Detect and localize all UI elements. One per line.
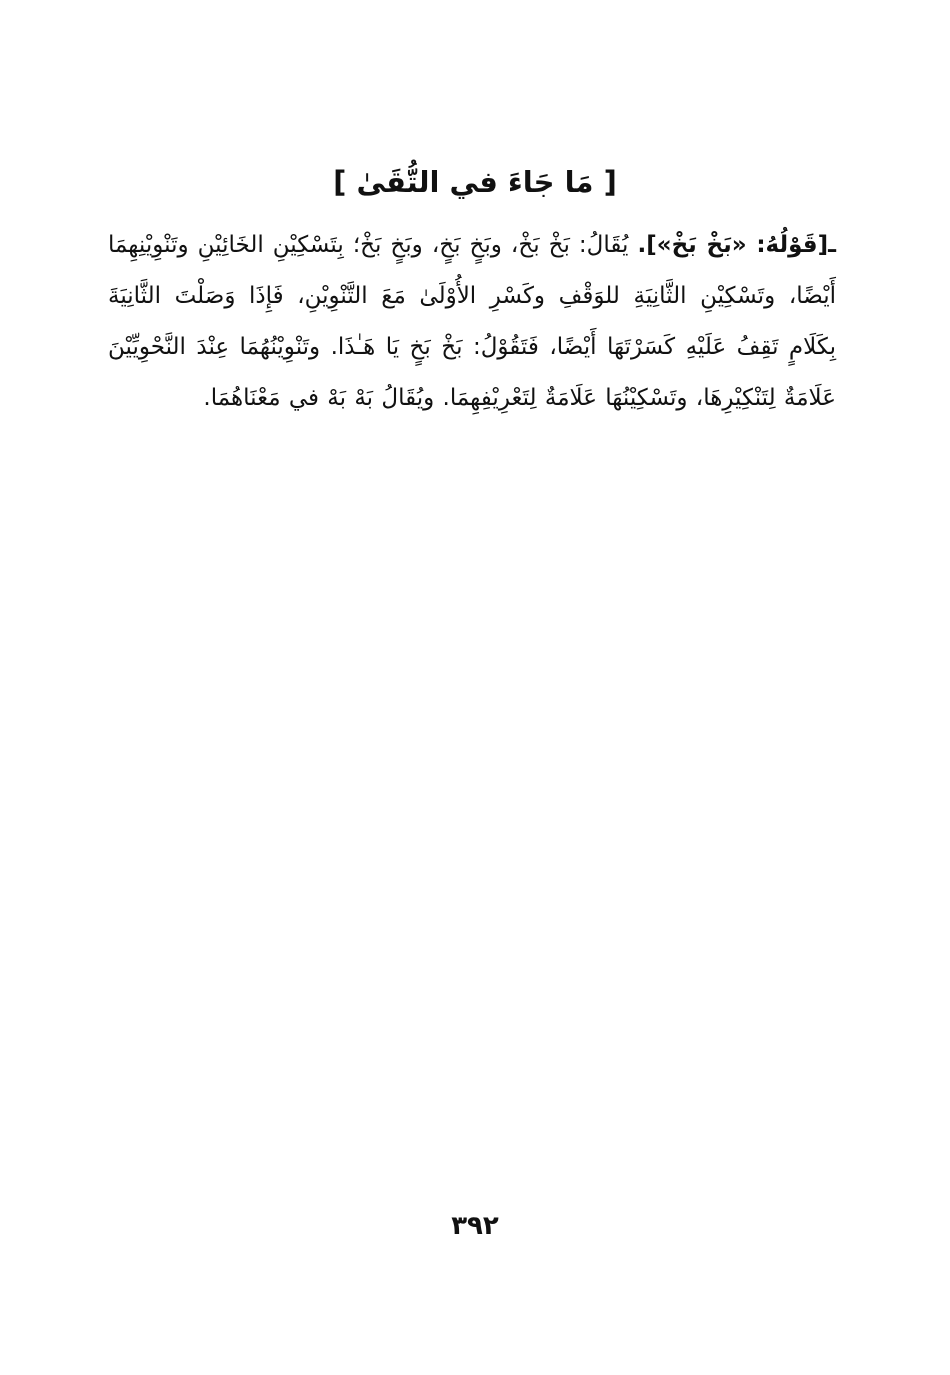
paragraph-text: يُقَالُ: بَخْ بَخْ، وبَخٍ بَخٍ، وبَخٍ بَخْ؛ بِتَسْكِيْنِ الخَائِيْنِ وتَنْوِيْنِهِمَا أَيْضًا، وتَسْكِيْنِ الثَّانِيَةِ للوَقْفِ وكَسْرِ الأُوْلَىٰ مَعَ التَّنْوِيْنِ، فَإِذَا وَصَلْتَ الثَّانِيَةَ بِكَلَامٍ تَقِفُ عَلَيْهِ كَسَرْتَهَا أَيْضًا، فَتَقُوْلُ: بَخْ بَخٍ يَا هَـٰذَا. وتَنْوِيْنُهُمَا عِنْدَ النَّحْوِيِّيْنَ عَلَامَةٌ لِتَنْكِيْرِهَا، وتَسْكِيْنُهَا عَلَامَةٌ لِتَعْرِيْفِهِمَا. ويُقَالُ بَهْ بَهْ في مَعْنَاهُمَا. (108, 232, 836, 411)
lead-keyword: ـ[قَوْلُهُ: «بَخْ بَخْ»]. (637, 232, 836, 258)
page-number: ٣٩٢ (451, 1211, 499, 1241)
section-title: [ مَا جَاءَ في التُّقَىٰ ] (333, 165, 617, 199)
body-paragraph (108, 220, 836, 424)
